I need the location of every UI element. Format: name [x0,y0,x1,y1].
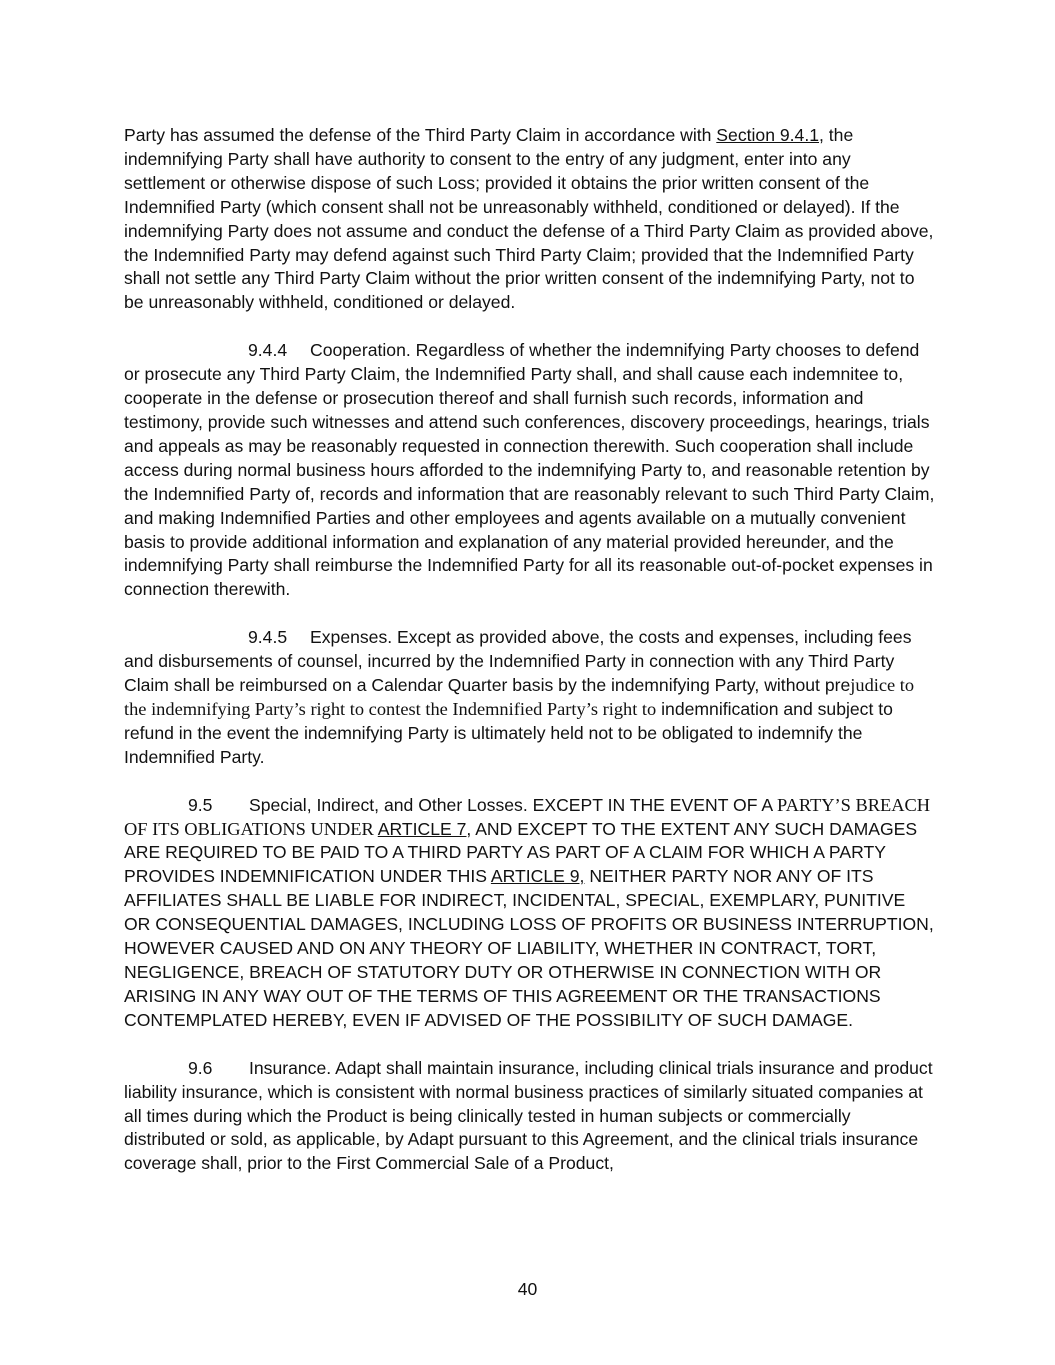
section-body: Except as provided above, the costs and expenses, including fees and disbursements of counsel, incurred by the Indemnified Party in connection with any Third Party Claim shall be reimbursed on a Calendar Quarter basis by the indemnifying Party, without pre [124,627,912,696]
section-number: 9.5 [188,794,213,815]
section-9-6 [124,1057,936,1177]
section-heading: Cooperation. [310,340,411,361]
article-reference-link: ARTICLE 7, [377,818,472,839]
section-body-serif: judice to the indemnifying Party’s right to contest the Indemnified Party’s right to [124,675,915,719]
section-body: Adapt shall maintain insurance, including clinical trials insurance and product liability insurance, which is consistent with normal business practices of similarly situated companies at all times during which the Product is being clinically tested in human subjects or commercially distributed or sold, as applicable, by Adapt pursuant to this Agreement, and the clinical trials insurance coverage shall, prior to the First Commercial Sale of a Product, [124,1057,933,1174]
section-body: Regardless of whether the indemnifying Party chooses to defend or prosecute any Third Party Claim, the Indemnified Party shall, and shall cause each indemnitee to, cooperate in the defense or prosecution thereof and shall furnish such records, information and testimony, provide such witnesses and attend such conferences, discovery proceedings, hearings, trials and appeals as may be reasonably requested in connection therewith. Such cooperation shall include access during normal business hours afforded to the indemnifying Party to, and reasonable retention by the Indemnified Party of, records and information that are reasonably relevant to such Third Party Claim, and making Indemnified Parties and other employees and agents available on a mutually convenient basis to provide additional information and explanation of any material provided hereunder, and the indemnifying Party shall reimburse the Indemnified Party for all its reasonable out-of-pocket expenses in connection therewith. [124,340,935,600]
section-body-serif: PARTY’S BREACH OF ITS OBLIGATIONS UNDER [124,794,931,839]
section-body: AND EXCEPT TO THE EXTENT ANY SUCH DAMAGES ARE REQUIRED TO BE PAID TO A THIRD PARTY AS PART OF A CLAIM FOR WHICH A PARTY PROVIDES INDEMNIFICATION UNDER THIS [124,818,918,887]
document-body [124,124,936,1200]
section-body: indemnification and subject to refund in the event the indemnifying Party is ultimately held not to be obligated to indemnify the Indemnified Party. [124,698,893,767]
section-heading: Insurance. [249,1057,332,1078]
section-reference-link: Section 9.4.1, [716,125,824,145]
section-body: EXCEPT IN THE EVENT OF A [527,794,778,815]
section-9-4-5 [124,626,936,769]
section-body: NEITHER PARTY NOR ANY OF ITS AFFILIATES SHALL BE LIABLE FOR INDIRECT, INCIDENTAL, SPECIAL, EXEMPLARY, PUNITIVE OR CONSEQUENTIAL DAMAGES, INCLUDING LOSS OF PROFITS OR BUSINESS INTERRUPTION, HOWEVER CAUSED AND ON ANY THEORY OF LIABILITY, WHETHER IN CONTRACT, TORT, NEGLIGENCE, BREACH OF STATUTORY DUTY OR OTHERWISE IN CONNECTION WITH OR ARISING IN ANY WAY OUT OF THE TERMS OF THIS AGREEMENT OR THE TRANSACTIONS CONTEMPLATED HEREBY, EVEN IF ADVISED OF THE POSSIBILITY OF SUCH DAMAGE. [124,866,934,1030]
section-9-4-4 [124,339,936,602]
section-number: 9.4.4 [248,340,288,361]
section-heading: Special, Indirect, and Other Losses. [249,794,528,815]
article-reference-link: ARTICLE 9, [490,866,585,887]
paragraph-text: Party has assumed the defense of the Third Party Claim in accordance with [124,125,717,145]
page-number: 40 [517,1279,538,1299]
section-number: 9.4.5 [248,627,288,648]
section-9-5 [124,794,936,1033]
paragraph-text: the indemnifying Party shall have authority to consent to the entry of any judgment, enter into any settlement or otherwise dispose of such Loss; provided it obtains the prior written consent of the Indemnified Party (which consent shall not be unreasonably withheld, conditioned or delayed). If the indemnifying Party does not assume and conduct the defense of a Third Party Claim as provided above, the Indemnified Party may defend against such Third Party Claim; provided that the Indemnified Party shall not settle any Third Party Claim without the prior written consent of the indemnifying Party, not to be unreasonably withheld, conditioned or delayed. [124,125,934,313]
section-heading: Expenses. [310,627,393,648]
section-number: 9.6 [188,1057,213,1078]
paragraph-continuation [124,124,936,315]
